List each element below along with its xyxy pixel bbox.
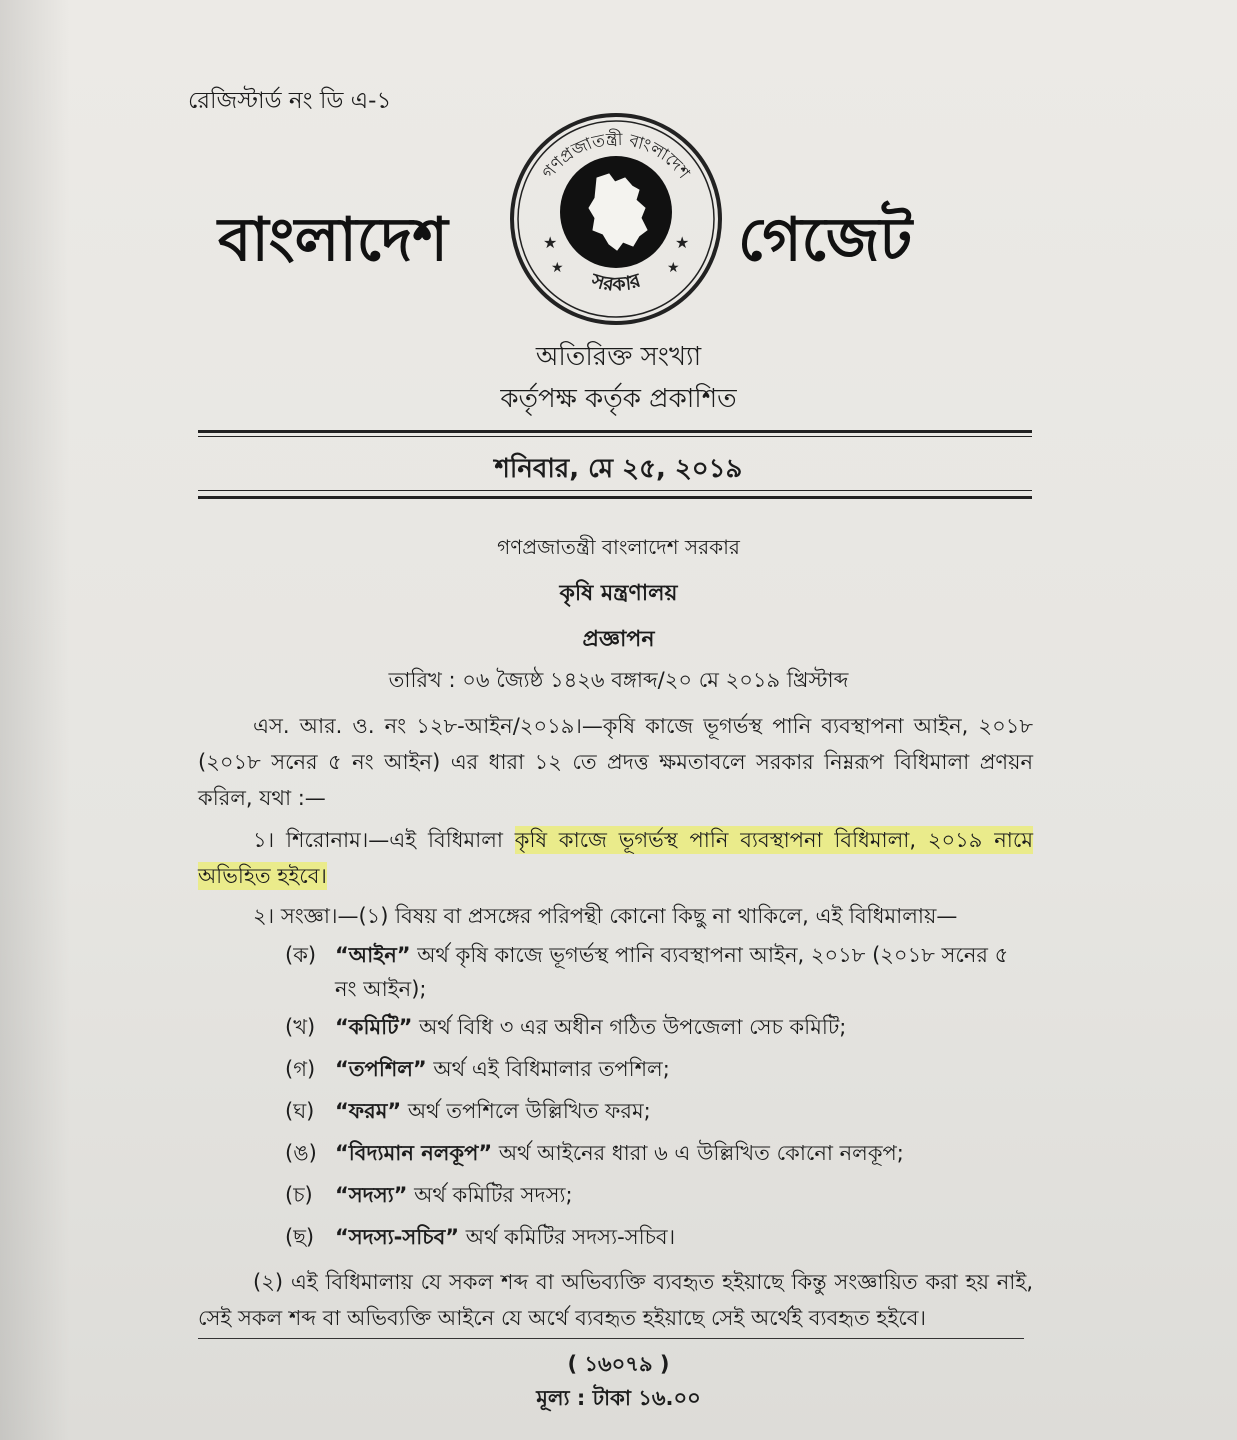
- published-by-label: কর্তৃপক্ষ কর্তৃক প্রকাশিত: [500, 384, 737, 414]
- definition-term: “সদস্য”: [335, 1183, 408, 1207]
- definition-item: [285, 1094, 1033, 1128]
- definition-text: অর্থ আইনের ধারা ৬ এ উল্লিখিত কোনো নলকূপ;: [492, 1141, 904, 1165]
- notice-type: প্রজ্ঞাপন: [582, 627, 655, 652]
- definition-item: [285, 1136, 1033, 1170]
- ministry-name: কৃষি মন্ত্রণালয়: [559, 581, 678, 606]
- definition-marker: (ছ): [285, 1225, 315, 1249]
- definition-term: “সদস্য-সচিব”: [335, 1225, 460, 1249]
- definition-marker: (খ): [285, 1015, 316, 1039]
- government-seal-icon: [505, 108, 727, 330]
- definition-text: অর্থ কমিটির সদস্য;: [407, 1183, 573, 1207]
- definition-text: অর্থ কমিটির সদস্য-সচিব।: [459, 1225, 676, 1249]
- intro-paragraph: এস. আর. ও. নং ১২৮-আইন/২০১৯।—কৃষি কাজে ভূগর্ভস্থ পানি ব্যবস্থাপনা আইন, ২০১৮ (২০১৮ সনের ৫ নং আইন) এর ধারা ১২ তে প্রদত্ত ক্ষমতাবলে সরকার নিম্নরূপ বিধিমালা প্রণয়ন করিল, যথা :—: [198, 714, 1033, 810]
- header-rule-bottom: [198, 496, 1032, 499]
- definition-item: [285, 1010, 1033, 1044]
- svg-text:★: ★: [543, 233, 558, 252]
- masthead-title-left: বাংলাদেশ: [218, 205, 448, 275]
- definition-text: অর্থ কৃষি কাজে ভূগর্ভস্থ পানি ব্যবস্থাপনা আইন, ২০১৮ (২০১৮ সনের ৫ নং আইন);: [335, 943, 1009, 1001]
- definition-item: [285, 1052, 1033, 1086]
- definition-text: অর্থ এই বিধিমালার তপশিল;: [426, 1057, 670, 1081]
- svg-text:সরকার: [588, 269, 645, 296]
- definition-term: “আইন”: [335, 943, 411, 967]
- notice-date: তারিখ : ০৬ জ্যৈষ্ঠ ১৪২৬ বঙ্গাব্দ/২০ মে ২০১৯ খ্রিস্টাব্দ: [388, 668, 849, 692]
- definition-marker: (ঘ): [285, 1099, 315, 1123]
- government-name: গণপ্রজাতন্ত্রী বাংলাদেশ সরকার: [497, 535, 740, 559]
- section-2-intro: ২। সংজ্ঞা।—(১) বিষয় বা প্রসঙ্গের পরিপন্থী কোনো কিছু না থাকিলে, এই বিধিমালায়—: [253, 904, 958, 928]
- definition-text: অর্থ বিধি ৩ এর অধীন গঠিত উপজেলা সেচ কমিটি;: [412, 1015, 847, 1039]
- definition-marker: (ঙ): [285, 1141, 317, 1165]
- definition-term: “কমিটি”: [335, 1015, 413, 1039]
- price-label: মূল্য : টাকা ১৬.০০: [536, 1386, 701, 1410]
- registration-number: রেজিস্টার্ড নং ডি এ-১: [188, 88, 392, 114]
- definition-term: “ফরম”: [335, 1099, 402, 1123]
- section-2-clause-2: (২) এই বিধিমালায় যে সকল শব্দ বা অভিব্যক্তি ব্যবহৃত হইয়াছে কিন্তু সংজ্ঞায়িত করা হয় নাই, সেই সকল শব্দ বা অভিব্যক্তি আইনে যে অর্থে ব্যবহৃত হইয়াছে সেই অর্থেই ব্যবহৃত হইবে।: [198, 1270, 1033, 1330]
- header-rule-top-thin: [198, 436, 1032, 437]
- svg-text:★: ★: [675, 233, 690, 252]
- definition-item: [285, 1220, 1033, 1254]
- definition-item: [285, 938, 1033, 1006]
- page-number: ( ১৬০৭৯ ): [567, 1352, 670, 1376]
- page-shadow: [0, 0, 70, 1440]
- definition-term: “তপশিল”: [335, 1057, 427, 1081]
- definition-term: “বিদ্যমান নলকূপ”: [335, 1141, 493, 1165]
- definition-marker: (চ): [285, 1183, 313, 1207]
- header-rule-bottom-thin: [198, 490, 1032, 491]
- section-1-title: [198, 822, 1033, 894]
- seal-text-bottom: সরকার: [588, 269, 644, 296]
- seal-text-top: গণপ্রজাতন্ত্রী বাংলাদেশ: [538, 129, 694, 183]
- definition-marker: (গ): [285, 1057, 316, 1081]
- definition-item: [285, 1178, 1033, 1212]
- definition-marker: (ক): [285, 943, 317, 967]
- masthead-title-right: গেজেট: [738, 205, 913, 275]
- highlighted-rule-name: কৃষি কাজে ভূগর্ভস্থ পানি ব্যবস্থাপনা বিধিমালা, ২০১৯ নামে অভিহিত হইবে।: [198, 828, 1033, 888]
- svg-text:★: ★: [667, 260, 680, 276]
- header-rule-top: [198, 430, 1032, 433]
- footer-rule: [198, 1338, 1024, 1339]
- section-1-prefix: ১। শিরোনাম।—এই বিধিমালা: [253, 828, 515, 852]
- issue-date: শনিবার, মে ২৫, ২০১৯: [494, 454, 743, 484]
- svg-text:★: ★: [551, 260, 564, 276]
- extra-issue-label: অতিরিক্ত সংখ্যা: [535, 342, 702, 372]
- definition-text: অর্থ তপশিলে উল্লিখিত ফরম;: [401, 1099, 651, 1123]
